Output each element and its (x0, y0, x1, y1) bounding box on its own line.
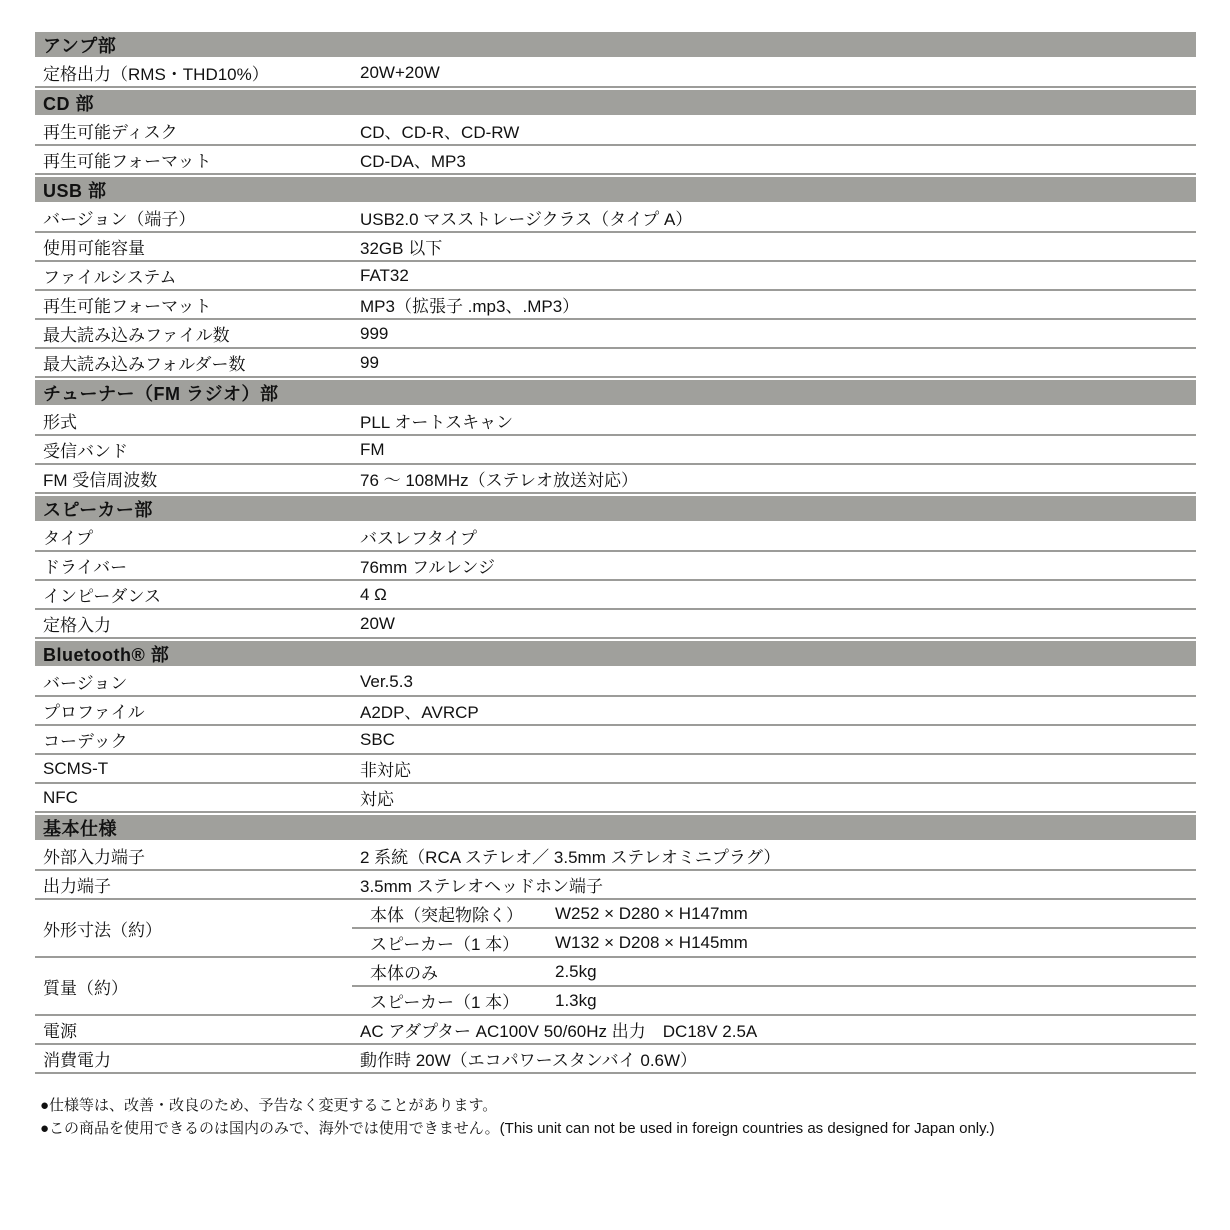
row-label: コーデック (43, 732, 128, 751)
sub-row (352, 987, 1196, 1014)
row-label: 最大読み込みファイル数 (43, 326, 230, 345)
sub-row-label: スピーカー（1 本） (370, 935, 520, 954)
spec-row (35, 523, 1196, 552)
row-label: 電源 (43, 1022, 77, 1041)
spec-row (35, 726, 1196, 755)
row-value: 76mm フルレンジ (360, 558, 495, 577)
sub-row (352, 929, 1196, 956)
sub-row-pane (352, 900, 1196, 956)
row-value: Ver.5.3 (360, 671, 413, 691)
row-value: USB2.0 マスストレージクラス（タイプ A） (360, 210, 693, 229)
sub-row (352, 900, 1196, 929)
row-value: 999 (360, 323, 389, 343)
section-header (35, 175, 1196, 204)
group-row-label: 外形寸法（約） (43, 920, 162, 940)
row-label: 定格入力 (43, 616, 111, 635)
spec-row (35, 59, 1196, 88)
spec-row (35, 871, 1196, 900)
row-value: 4 Ω (360, 584, 387, 604)
row-label: プロファイル (43, 703, 145, 722)
row-value: 20W+20W (360, 62, 440, 82)
row-value: CD、CD-R、CD-RW (360, 123, 520, 142)
spec-row (35, 668, 1196, 697)
spec-row (35, 552, 1196, 581)
spec-row (35, 465, 1196, 494)
section-header-label: 基本仕様 (43, 818, 117, 839)
row-value: SBC (360, 729, 395, 749)
row-value: 20W (360, 613, 395, 633)
section-header (35, 30, 1196, 59)
row-value: バスレフタイプ (360, 529, 477, 548)
sub-row-value: W132 × D208 × H145mm (555, 932, 748, 952)
section-header-label: アンプ部 (43, 35, 117, 56)
footnote-line: ●仕様等は、改善・改良のため、予告なく変更することがあります。 (40, 1097, 498, 1114)
row-label: 再生可能フォーマット (43, 297, 212, 316)
spec-table (35, 30, 1196, 1074)
row-value: AC アダプター AC100V 50/60Hz 出力 DC18V 2.5A (360, 1022, 758, 1041)
row-label: バージョン (43, 674, 128, 693)
spec-row (35, 1045, 1196, 1074)
sub-row-value: W252 × D280 × H147mm (555, 903, 748, 923)
row-value: 99 (360, 352, 379, 372)
section-header-label: チューナー（FM ラジオ）部 (43, 383, 279, 404)
spec-row (35, 233, 1196, 262)
row-label: 再生可能ディスク (43, 123, 178, 142)
row-value: CD-DA、MP3 (360, 152, 466, 171)
footnote-line: ●この商品を使用できるのは国内のみで、海外では使用できません。(This unit can not be used in foreign countries as designed for Japan only.) (40, 1120, 995, 1137)
spec-row (35, 1016, 1196, 1045)
section-header (35, 813, 1196, 842)
row-label: タイプ (43, 529, 94, 548)
footnotes (40, 1094, 1200, 1140)
spec-row (35, 146, 1196, 175)
row-label: バージョン（端子） (43, 210, 196, 229)
row-value: MP3（拡張子 .mp3、.MP3） (360, 297, 580, 316)
row-label: 受信バンド (43, 442, 128, 461)
row-label: 消費電力 (43, 1051, 111, 1070)
section-header (35, 378, 1196, 407)
spec-row (35, 436, 1196, 465)
row-label: 外部入力端子 (43, 848, 145, 867)
row-value: FAT32 (360, 265, 409, 285)
row-label: 定格出力（RMS・THD10%） (43, 65, 269, 84)
row-label: SCMS-T (43, 758, 109, 778)
section-header (35, 639, 1196, 668)
spec-row (35, 262, 1196, 291)
row-value: 動作時 20W（エコパワースタンバイ 0.6W） (360, 1051, 698, 1070)
section-header-label: スピーカー部 (43, 499, 153, 520)
row-value: A2DP、AVRCP (360, 703, 479, 722)
row-value: 2 系統（RCA ステレオ／ 3.5mm ステレオミニプラグ） (360, 848, 781, 867)
row-label: FM 受信周波数 (43, 471, 158, 490)
spec-group-row (35, 958, 1196, 1016)
section-header (35, 88, 1196, 117)
row-label: 出力端子 (43, 877, 111, 896)
spec-row (35, 610, 1196, 639)
sub-row-label: 本体（突起物除く） (370, 906, 523, 925)
spec-row (35, 697, 1196, 726)
row-value: 32GB 以下 (360, 239, 443, 258)
spec-row (35, 407, 1196, 436)
row-label: インピーダンス (43, 587, 161, 606)
section-header-label: Bluetooth® 部 (43, 644, 170, 665)
row-label: 最大読み込みフォルダー数 (43, 355, 246, 374)
spec-row (35, 755, 1196, 784)
sub-row-value: 2.5kg (555, 961, 597, 981)
spec-row (35, 349, 1196, 378)
row-label: NFC (43, 787, 78, 807)
row-value: FM (360, 439, 385, 459)
row-label: 形式 (43, 413, 77, 432)
spec-row (35, 842, 1196, 871)
sub-row (352, 958, 1196, 987)
spec-row (35, 204, 1196, 233)
spec-row (35, 117, 1196, 146)
row-value: 76 ～ 108MHz（ステレオ放送対応） (360, 471, 638, 490)
spec-row (35, 581, 1196, 610)
row-value: 非対応 (360, 761, 411, 780)
spec-row (35, 291, 1196, 320)
spec-row (35, 784, 1196, 813)
sub-row-label: 本体のみ (370, 964, 438, 983)
group-row-label: 質量（約） (43, 978, 128, 998)
spec-group-row (35, 900, 1196, 958)
row-label: ドライバー (43, 558, 128, 577)
section-header-label: CD 部 (43, 93, 94, 114)
sub-row-label: スピーカー（1 本） (370, 993, 520, 1012)
sub-row-value: 1.3kg (555, 990, 597, 1010)
row-label: ファイルシステム (43, 268, 177, 287)
row-value: PLL オートスキャン (360, 413, 514, 432)
section-header-label: USB 部 (43, 180, 107, 201)
row-label: 再生可能フォーマット (43, 152, 212, 171)
row-label: 使用可能容量 (43, 239, 145, 258)
row-value: 3.5mm ステレオヘッドホン端子 (360, 877, 603, 896)
sub-row-pane (352, 958, 1196, 1014)
spec-row (35, 320, 1196, 349)
row-value: 対応 (360, 790, 394, 809)
section-header (35, 494, 1196, 523)
